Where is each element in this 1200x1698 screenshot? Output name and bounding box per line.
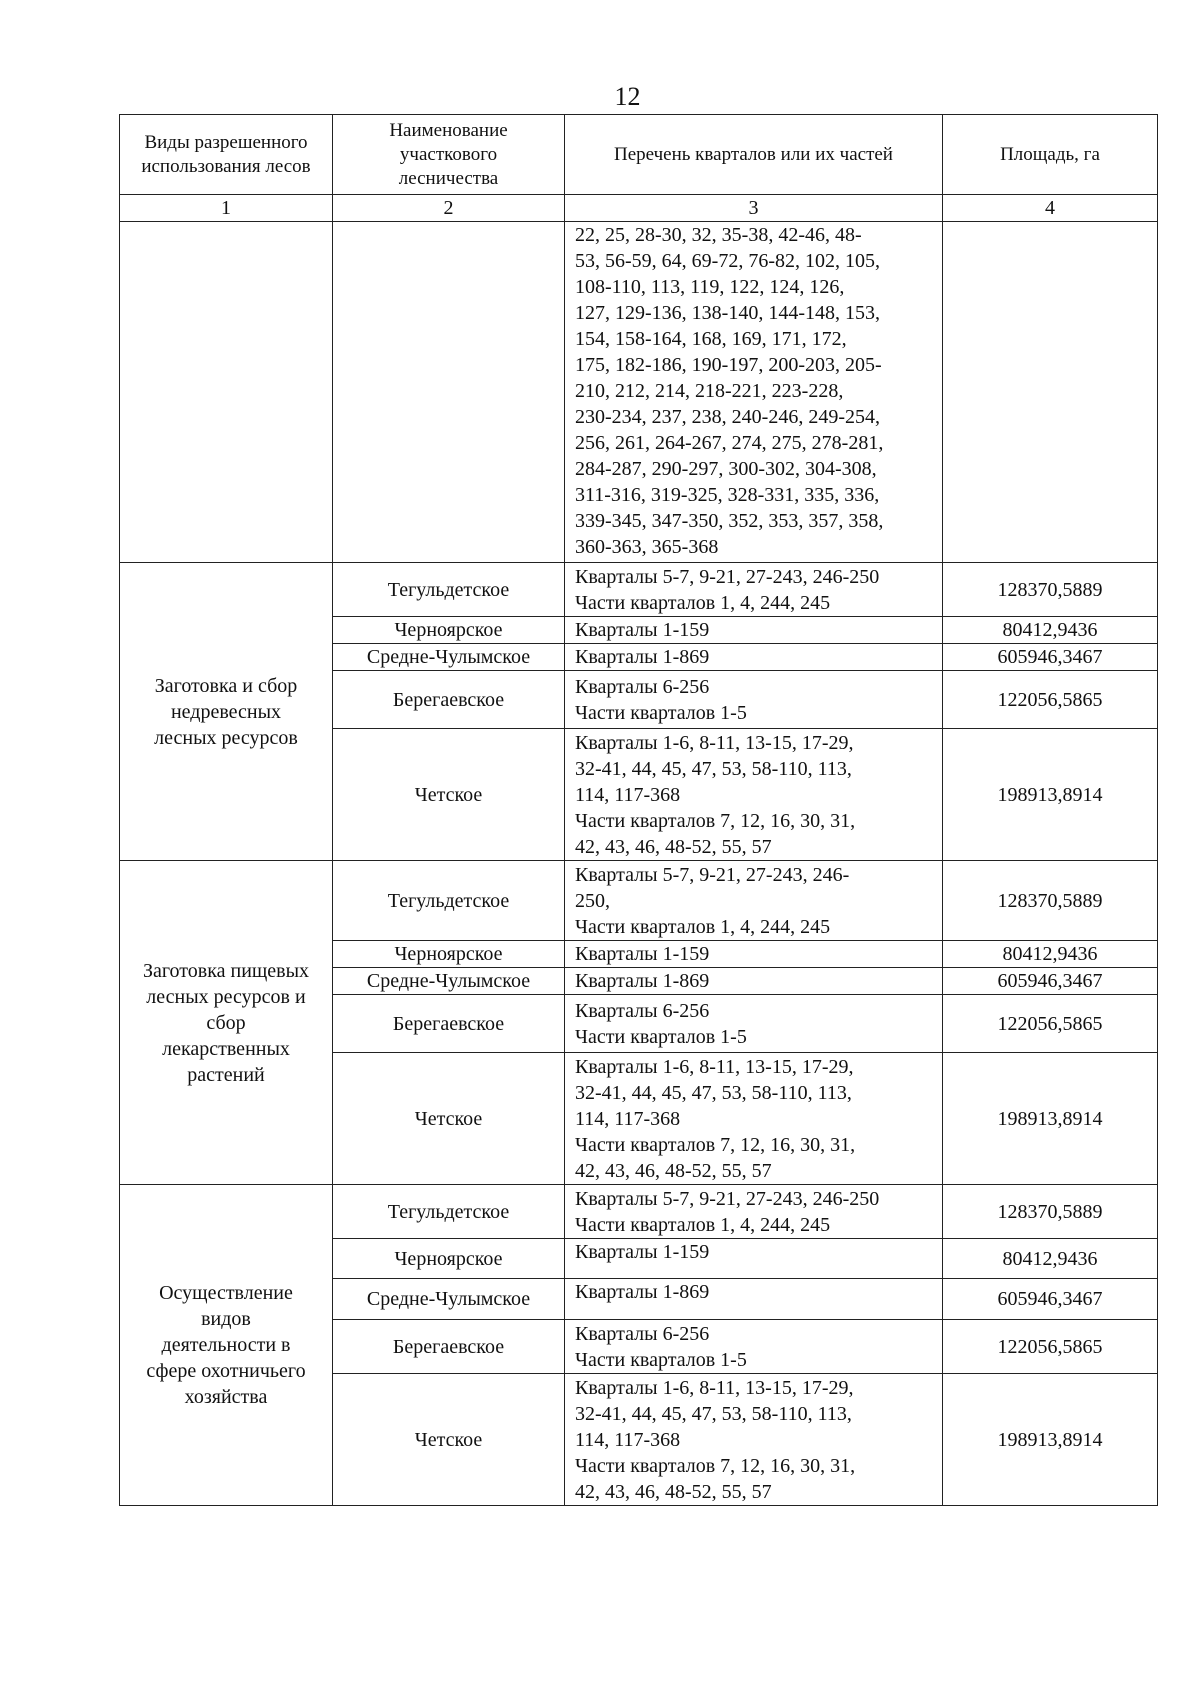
quarters-cell: Кварталы 1-869 (565, 644, 943, 671)
quarters-cell: Кварталы 6-256 Части кварталов 1-5 (565, 1320, 943, 1374)
area-cell: 128370,5889 (943, 563, 1158, 617)
forestry-cell: Средне-Чулымское (333, 1279, 565, 1320)
forestry-cell: Тегульдетское (333, 861, 565, 941)
column-number-4: 4 (943, 195, 1158, 222)
column-number-2: 2 (333, 195, 565, 222)
forestry-cell: Тегульдетское (333, 563, 565, 617)
area-cell: 198913,8914 (943, 1374, 1158, 1506)
area-cell: 80412,9436 (943, 941, 1158, 968)
forestry-cell: Берегаевское (333, 995, 565, 1053)
continuation-area-cell (943, 222, 1158, 563)
area-cell: 80412,9436 (943, 617, 1158, 644)
quarters-cell: Кварталы 1-869 (565, 1279, 943, 1320)
continuation-use-type-cell (120, 222, 333, 563)
forest-use-table (119, 114, 1158, 1506)
forestry-cell: Средне-Чулымское (333, 968, 565, 995)
forestry-cell: Черноярское (333, 617, 565, 644)
area-cell: 122056,5865 (943, 1320, 1158, 1374)
area-cell: 122056,5865 (943, 995, 1158, 1053)
quarters-cell: Кварталы 1-869 (565, 968, 943, 995)
continuation-row (120, 222, 1158, 563)
area-cell: 122056,5865 (943, 671, 1158, 729)
table-row (120, 1185, 1158, 1239)
table-row (120, 861, 1158, 941)
use-type-cell: Заготовка пищевых лесных ресурсов и сбор лекарственных растений (120, 861, 333, 1185)
quarters-cell: Кварталы 1-159 (565, 617, 943, 644)
column-number-row (120, 195, 1158, 222)
area-cell: 128370,5889 (943, 1185, 1158, 1239)
forestry-cell: Четское (333, 729, 565, 861)
forestry-cell: Черноярское (333, 1239, 565, 1279)
forestry-cell: Берегаевское (333, 671, 565, 729)
header-use-type: Виды разрешенного использования лесов (120, 115, 333, 195)
header-quarters: Перечень кварталов или их частей (565, 115, 943, 195)
use-type-cell: Осуществление видов деятельности в сфере охотничьего хозяйства (120, 1185, 333, 1506)
area-cell: 605946,3467 (943, 644, 1158, 671)
header-row (120, 115, 1158, 195)
area-cell: 198913,8914 (943, 1053, 1158, 1185)
forestry-cell: Тегульдетское (333, 1185, 565, 1239)
continuation-quarters: 22, 25, 28-30, 32, 35-38, 42-46, 48- 53, 56-59, 64, 69-72, 76-82, 102, 105, 108-110, 113, 119, 122, 124, 126, 127, 129-136, 138-140, 144-148, 153, 154, 158-164, 168, 169, 171, 172, 175, 182-186, 190-197, 200-203, 205- 210, 212, 214, 218-221, 223-228, 230-234, 237, 238, 240-246, 249-254, 256, 261, 264-267, 274, 275, 278-281, 284-287, 290-297, 300-302, 304-308, 311-316, 319-325, 328-331, 335, 336, 339-345, 347-350, 352, 353, 357, 358, 360-363, 365-368 (565, 222, 943, 563)
forestry-cell: Четское (333, 1053, 565, 1185)
area-cell: 605946,3467 (943, 1279, 1158, 1320)
quarters-cell: Кварталы 5-7, 9-21, 27-243, 246-250 Части кварталов 1, 4, 244, 245 (565, 563, 943, 617)
quarters-cell: Кварталы 1-6, 8-11, 13-15, 17-29, 32-41, 44, 45, 47, 53, 58-110, 113, 114, 117-368 Части кварталов 7, 12, 16, 30, 31, 42, 43, 46, 48-52, 55, 57 (565, 1374, 943, 1506)
quarters-cell: Кварталы 1-159 (565, 1239, 943, 1279)
continuation-forestry-cell (333, 222, 565, 563)
area-cell: 198913,8914 (943, 729, 1158, 861)
area-cell: 80412,9436 (943, 1239, 1158, 1279)
forestry-cell: Четское (333, 1374, 565, 1506)
header-forestry: Наименование участкового лесничества (333, 115, 565, 195)
quarters-cell: Кварталы 6-256 Части кварталов 1-5 (565, 995, 943, 1053)
area-cell: 128370,5889 (943, 861, 1158, 941)
forestry-cell: Средне-Чулымское (333, 644, 565, 671)
use-type-cell: Заготовка и сбор недревесных лесных ресурсов (120, 563, 333, 861)
quarters-cell: Кварталы 1-159 (565, 941, 943, 968)
quarters-cell: Кварталы 5-7, 9-21, 27-243, 246- 250, Части кварталов 1, 4, 244, 245 (565, 861, 943, 941)
quarters-cell: Кварталы 6-256 Части кварталов 1-5 (565, 671, 943, 729)
area-cell: 605946,3467 (943, 968, 1158, 995)
quarters-cell: Кварталы 1-6, 8-11, 13-15, 17-29, 32-41, 44, 45, 47, 53, 58-110, 113, 114, 117-368 Части кварталов 7, 12, 16, 30, 31, 42, 43, 46, 48-52, 55, 57 (565, 1053, 943, 1185)
forestry-cell: Берегаевское (333, 1320, 565, 1374)
forestry-cell: Черноярское (333, 941, 565, 968)
column-number-1: 1 (120, 195, 333, 222)
header-area: Площадь, га (943, 115, 1158, 195)
table-row (120, 563, 1158, 617)
quarters-cell: Кварталы 5-7, 9-21, 27-243, 246-250 Части кварталов 1, 4, 244, 245 (565, 1185, 943, 1239)
quarters-cell: Кварталы 1-6, 8-11, 13-15, 17-29, 32-41, 44, 45, 47, 53, 58-110, 113, 114, 117-368 Части кварталов 7, 12, 16, 30, 31, 42, 43, 46, 48-52, 55, 57 (565, 729, 943, 861)
page-number: 12 (614, 82, 641, 111)
column-number-3: 3 (565, 195, 943, 222)
